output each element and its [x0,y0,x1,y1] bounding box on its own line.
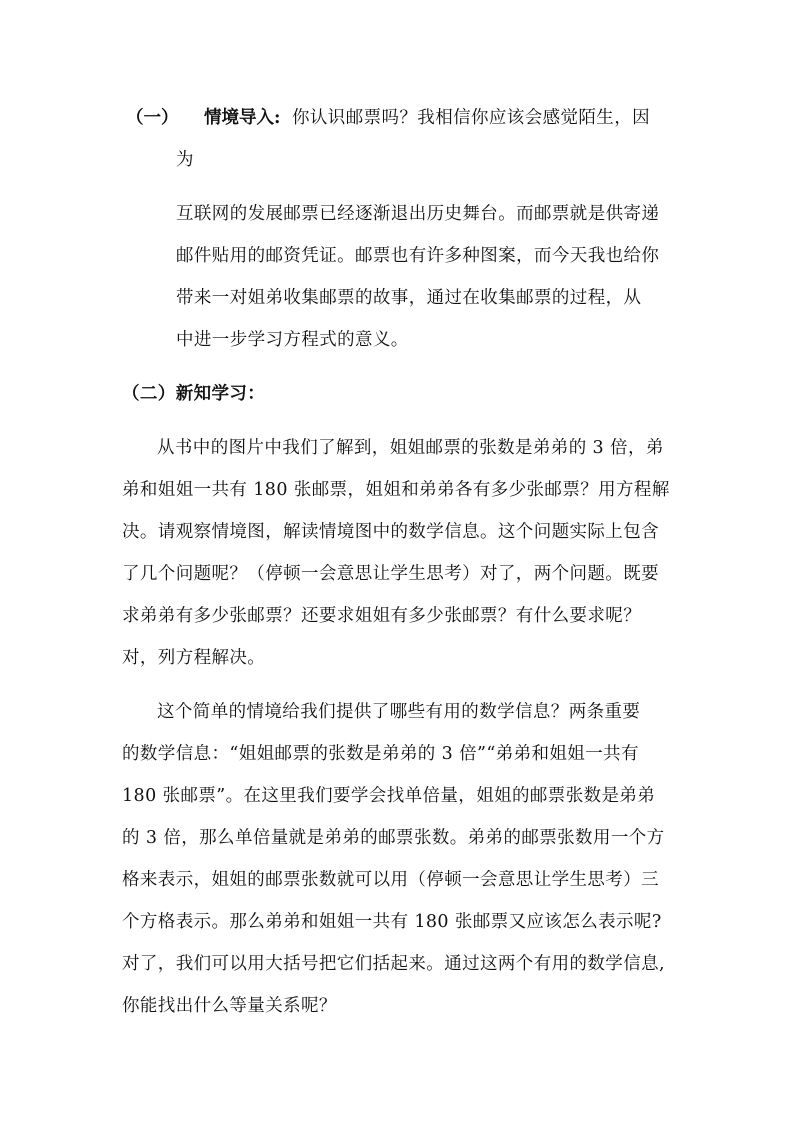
section-1-line-3: 互联网的发展邮票已经逐渐退出历史舞台。而邮票就是供寄递 [176,204,660,224]
paragraph-2-line-1: 这个简单的情境给我们提供了哪些有用的数学信息？两条重要 [157,702,641,722]
section-1-line-2: 为 [176,150,194,170]
paragraph-2-line-3: 180 张邮票”。在这里我们要学会找单倍量，姐姐的邮票张数是弟弟 [122,786,656,806]
paragraph-2-line-2: 的数学信息：“姐姐邮票的张数是弟弟的 3 倍”“弟弟和姐姐一共有 [122,744,639,764]
section-1-line-4: 邮件贴用的邮资凭证。邮票也有许多种图案，而今天我也给你 [176,246,660,266]
paragraph-1-line-5: 求弟弟有多少张邮票？还要求姐姐有多少张邮票？有什么要求呢？ [122,606,642,626]
section-1-line-1: 你认识邮票吗？我相信你应该会感觉陌生，因 [292,108,650,128]
paragraph-1-line-4: 了几个问题呢？（停顿一会意思让学生思考）对了，两个问题。既要 [122,564,659,584]
paragraph-2-line-5: 格来表示，姐姐的邮票张数就可以用（停顿一会意思让学生思考）三 [122,870,659,890]
section-1-number: （一） [126,108,179,128]
section-1-title: 情境导入: [204,108,281,128]
paragraph-1-line-2: 弟和姐姐一共有 180 张邮票，姐姐和弟弟各有多少张邮票？用方程解 [122,480,670,500]
paragraph-2-line-4: 的 3 倍，那么单倍量就是弟弟的邮票张数。弟弟的邮票张数用一个方 [122,828,665,848]
paragraph-1-line-6: 对，列方程解决。 [122,648,266,668]
paragraph-2-line-8: 你能找出什么等量关系呢？ [122,996,337,1016]
section-1-line-5: 带来一对姐弟收集邮票的故事，通过在收集邮票的过程，从 [176,288,642,308]
paragraph-1-line-3: 决。请观察情境图，解读情境图中的数学信息。这个问题实际上包含 [122,522,659,542]
section-2-heading: （二）新知学习： [122,384,266,404]
paragraph-2-line-6: 个方格表示。那么弟弟和姐姐一共有 180 张邮票又应该怎么表示呢? [122,912,662,932]
paragraph-2-line-7: 对了，我们可以用大括号把它们括起来。通过这两个有用的数学信息, [122,954,665,974]
paragraph-1-line-1: 从书中的图片中我们了解到，姐姐邮票的张数是弟弟的 3 倍，弟 [157,438,664,458]
section-1-line-6: 中进一步学习方程式的意义。 [176,330,409,350]
